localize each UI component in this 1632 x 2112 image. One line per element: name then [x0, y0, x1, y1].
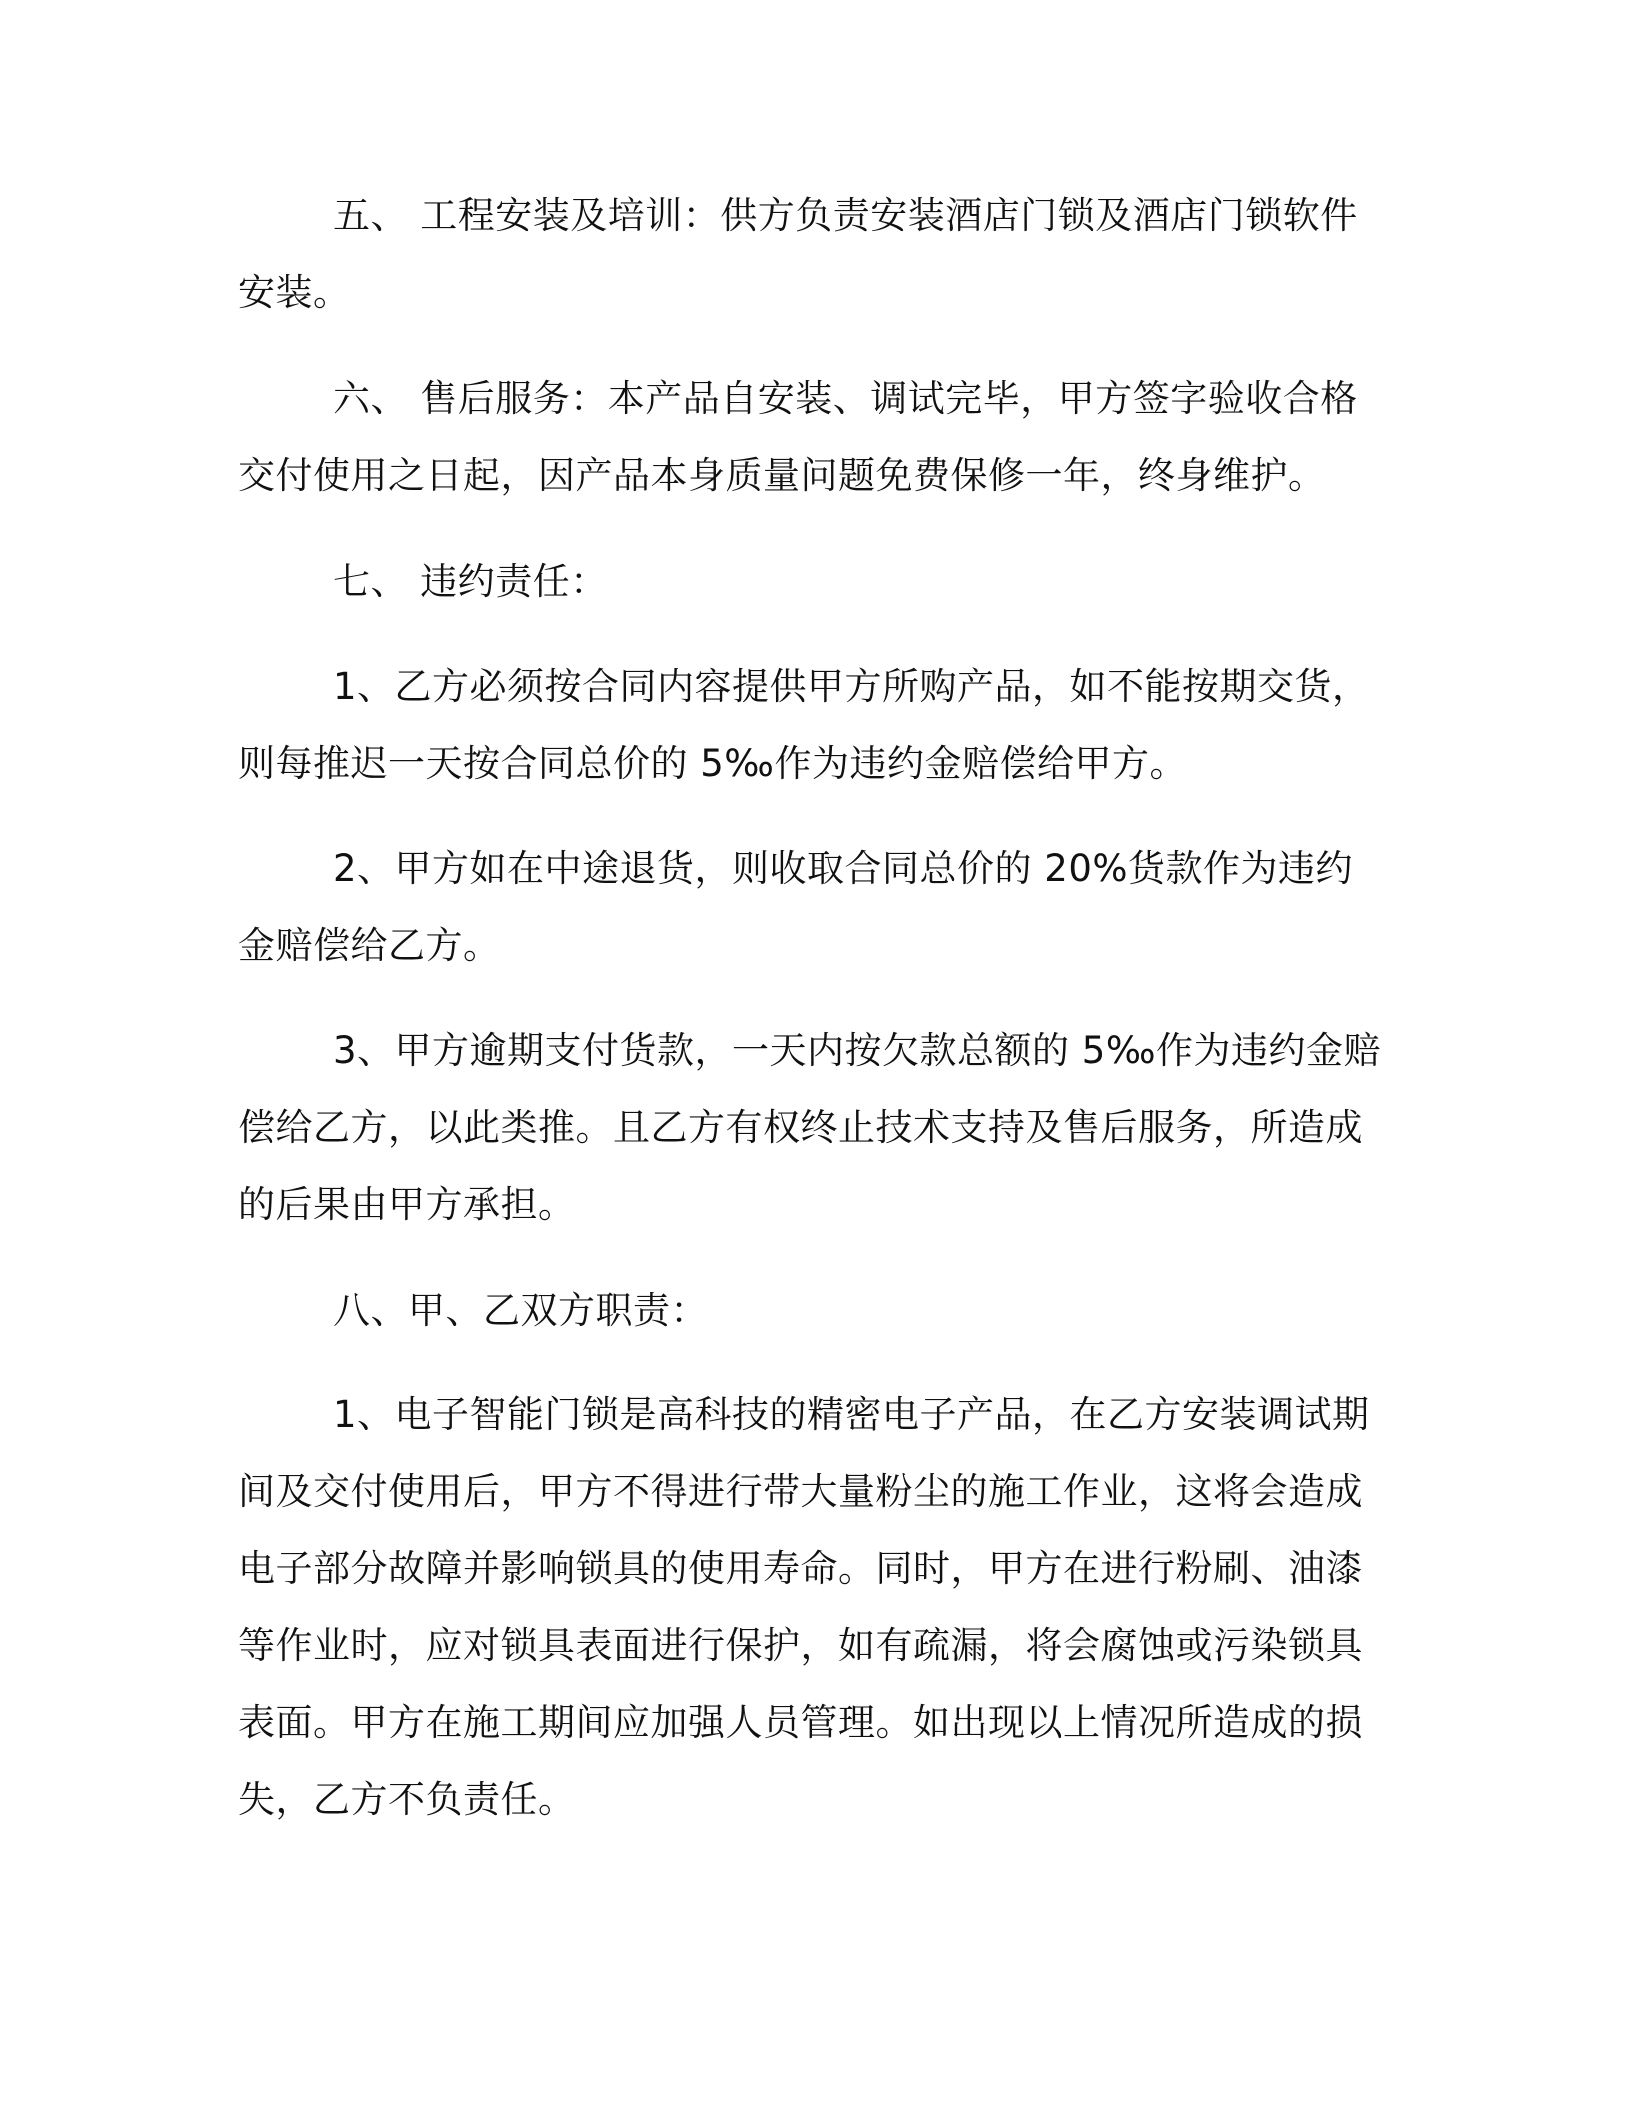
paragraph-breach-clause-1: 1、乙方必须按合同内容提供甲方所购产品，如不能按期交货，则每推迟一天按合同总价的 5‰作为违约金赔偿给甲方。	[238, 665, 1370, 785]
paragraph-duties-clause-1: 1、电子智能门锁是高科技的精密电子产品，在乙方安装调试期间及交付使用后，甲方不得进行带大量粉尘的施工作业，这将会造成电子部分故障并影响锁具的使用寿命。同时，甲方在进行粉刷、油漆等作业时，应对锁具表面进行保护，如有疏漏，将会腐蚀或污染锁具表面。甲方在施工期间应加强人员管理。如出现以上情况所造成的损失，乙方不负责任。	[238, 1393, 1370, 1821]
paragraph-installation-training: 五、 工程安装及培训：供方负责安装酒店门锁及酒店门锁软件安装。	[238, 194, 1358, 314]
paragraph-after-sales-service: 六、 售后服务：本产品自安装、调试完毕，甲方签字验收合格交付使用之日起，因产品本身质量问题免费保修一年，终身维护。	[238, 377, 1358, 497]
paragraph-breach-clause-2: 2、甲方如在中途退货，则收取合同总价的 20%货款作为违约金赔偿给乙方。	[238, 847, 1354, 967]
paragraph-breach-clause-3: 3、甲方逾期支付货款，一天内按欠款总额的 5‰作为违约金赔偿给乙方，以此类推。且乙方有权终止技术支持及售后服务，所造成的后果由甲方承担。	[238, 1029, 1381, 1226]
heading-breach-liability: 七、 违约责任：	[333, 560, 608, 603]
heading-party-duties: 八、甲、乙双方职责：	[333, 1289, 708, 1332]
